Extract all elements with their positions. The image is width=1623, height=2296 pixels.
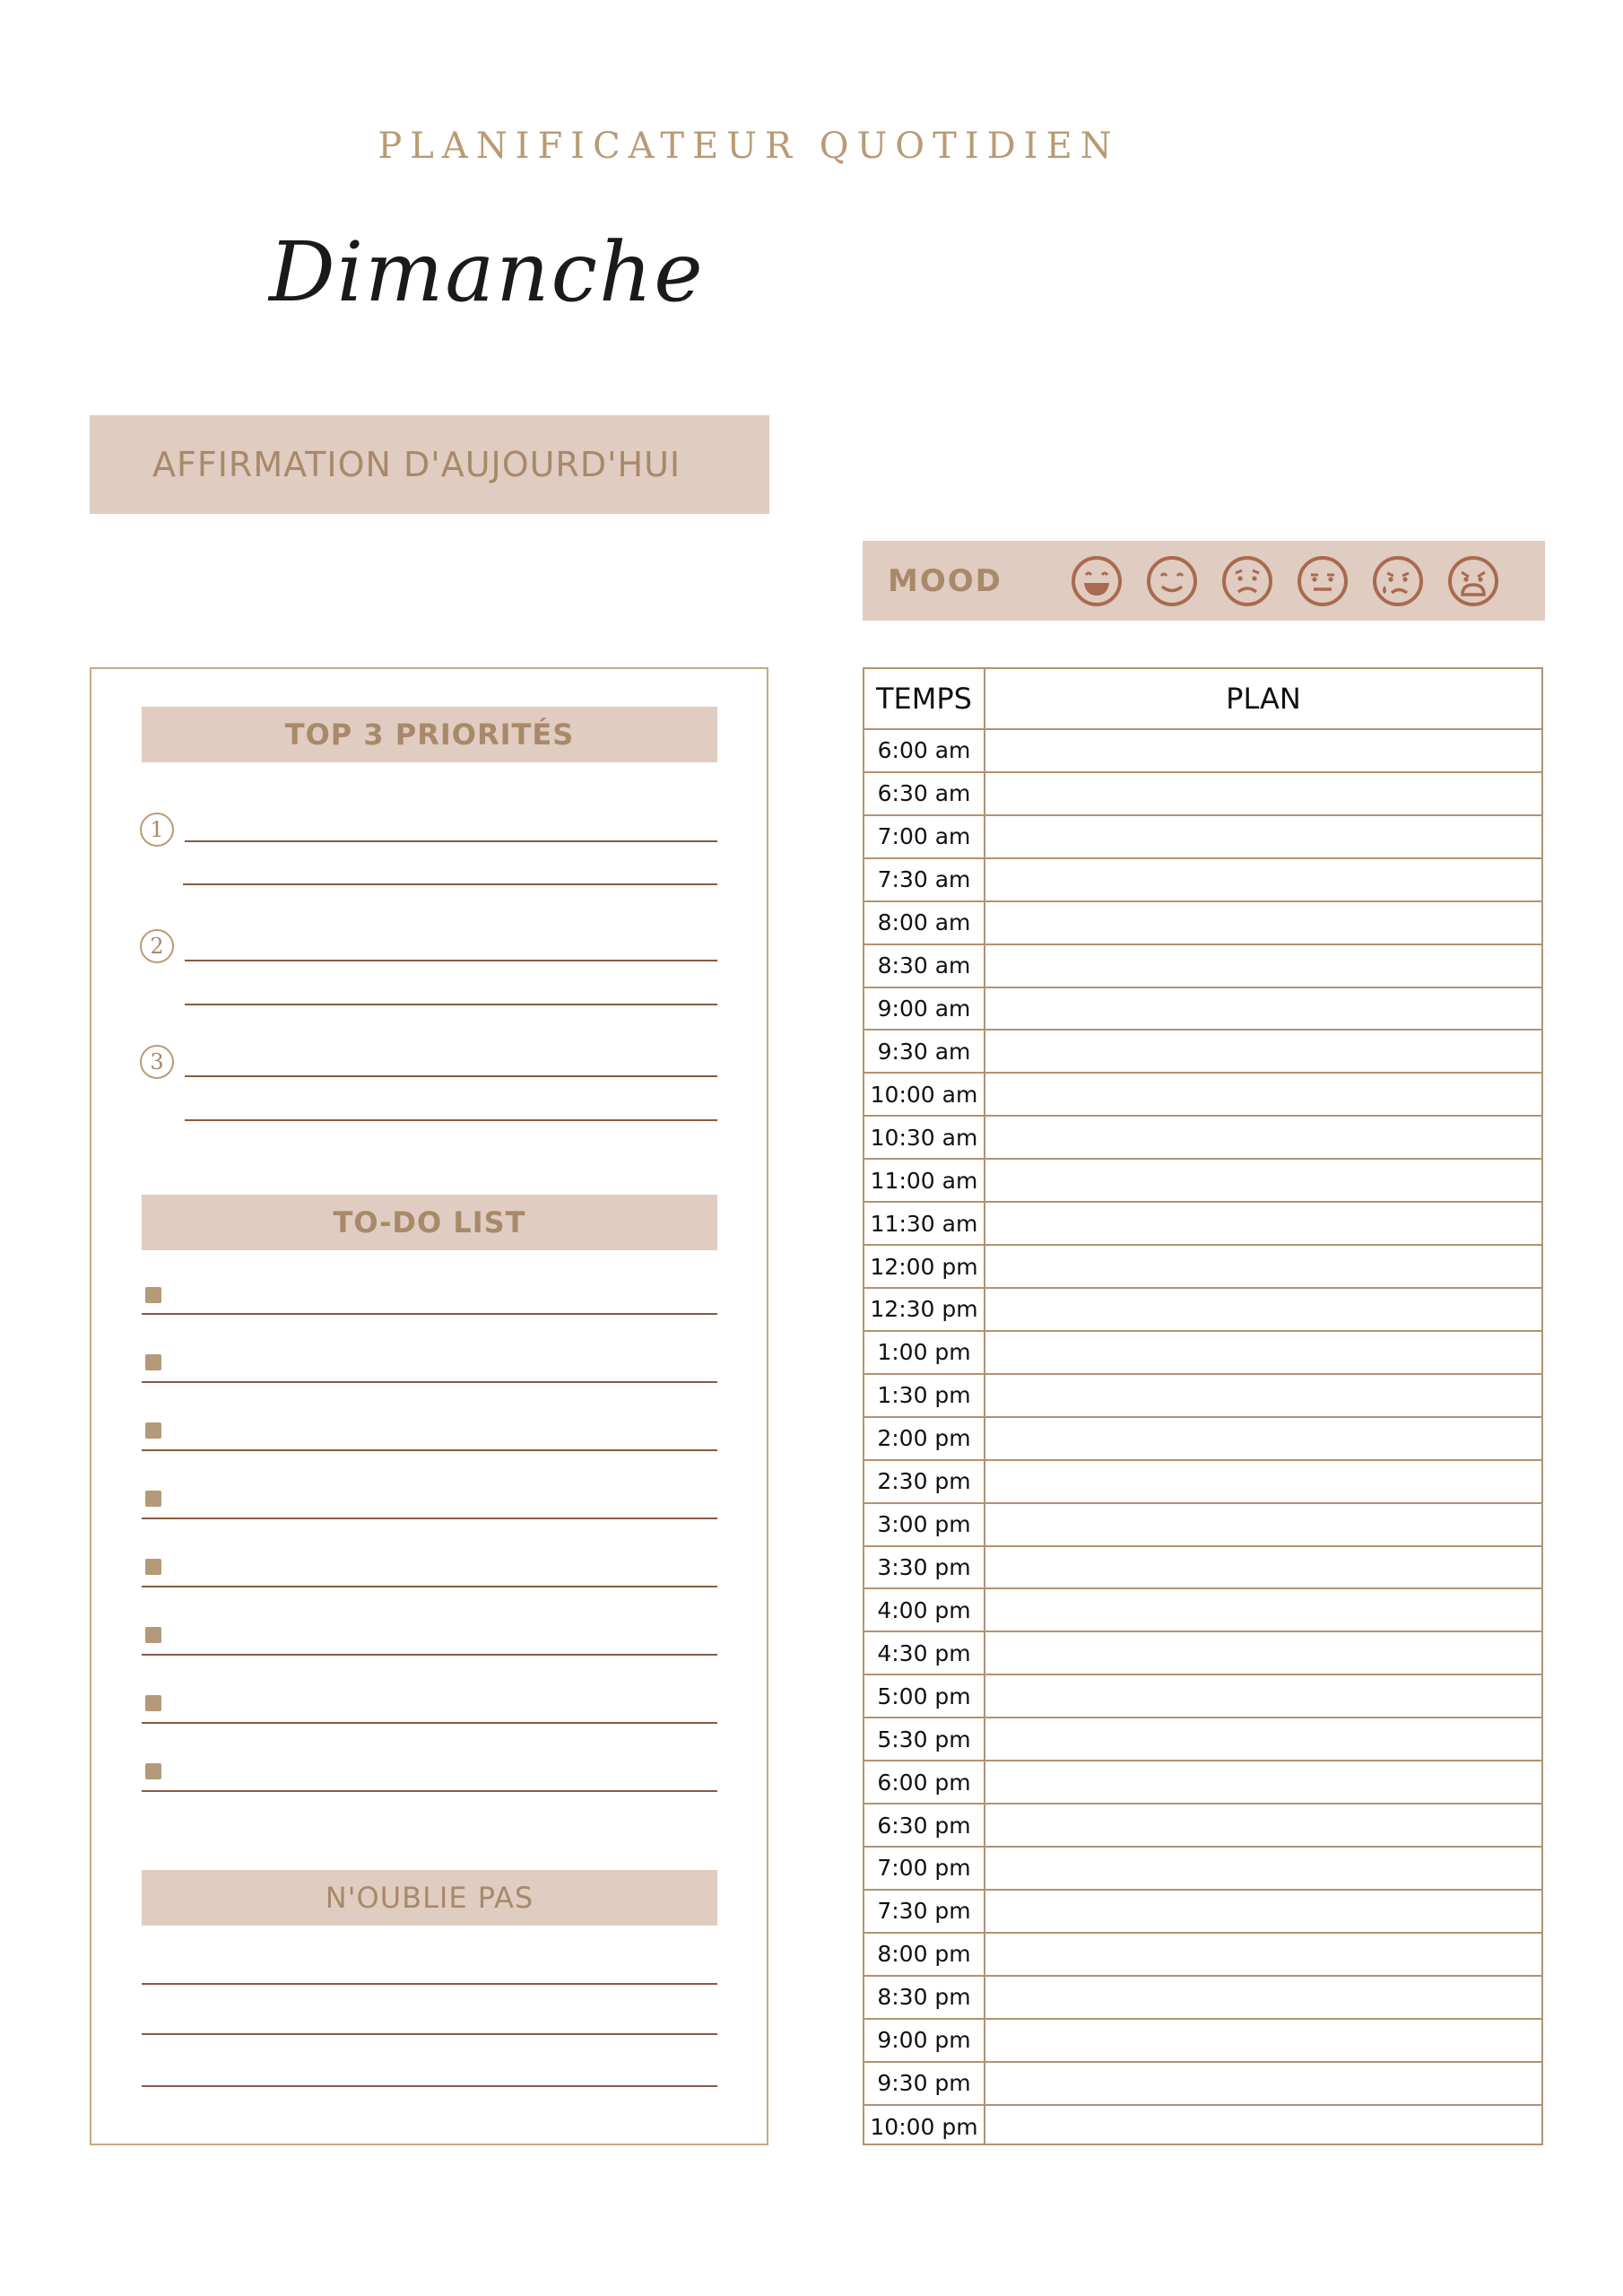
time-slot-label: 12:00 pm (870, 1253, 978, 1280)
schedule-row (864, 1589, 1541, 1632)
mood-label: MOOD (888, 562, 1002, 599)
plan-cell[interactable] (985, 945, 1541, 987)
schedule-row (864, 945, 1541, 988)
plan-cell[interactable] (985, 1718, 1541, 1760)
time-slot-label: 8:30 pm (877, 1984, 971, 2011)
day-name: Dimanche (269, 224, 705, 320)
time-slot-label: 6:30 am (877, 780, 971, 807)
plan-cell[interactable] (985, 859, 1541, 900)
schedule-row (864, 1891, 1541, 1934)
plan-cell[interactable] (985, 2020, 1541, 2061)
time-slot-label: 2:30 pm (877, 1468, 971, 1495)
priority-line[interactable] (185, 1004, 717, 1005)
plan-cell[interactable] (985, 773, 1541, 814)
affirmation-label: AFFIRMATION D'AUJOURD'HUI (152, 445, 681, 484)
plan-cell[interactable] (985, 1117, 1541, 1158)
schedule-row (864, 1718, 1541, 1761)
reminder-line[interactable] (142, 2085, 717, 2087)
plan-cell[interactable] (985, 1332, 1541, 1373)
schedule-row (864, 1375, 1541, 1418)
time-slot-label: 12:30 pm (870, 1296, 978, 1323)
schedule-row (864, 816, 1541, 859)
time-slot-label: 4:00 pm (877, 1596, 971, 1623)
plan-cell[interactable] (985, 1074, 1541, 1115)
time-slot-label: 10:30 am (870, 1124, 978, 1151)
time-slot-label: 11:30 am (870, 1210, 978, 1237)
time-slot-label: 7:30 am (877, 866, 971, 893)
time-slot-label: 5:30 pm (877, 1726, 971, 1752)
plan-cell[interactable] (985, 730, 1541, 771)
plan-cell[interactable] (985, 1761, 1541, 1803)
frowning-face-icon[interactable] (1219, 553, 1275, 609)
schedule-row (864, 1117, 1541, 1160)
reminder-title: N'OUBLIE PAS (325, 1881, 534, 1915)
priority-line[interactable] (185, 840, 717, 842)
schedule-row (864, 1074, 1541, 1117)
time-slot-label: 8:30 am (877, 952, 971, 979)
time-slot-label: 6:30 pm (877, 1812, 971, 1839)
time-slot-label: 8:00 pm (877, 1941, 971, 1968)
todo-header (142, 1195, 717, 1250)
time-slot-label: 9:30 am (877, 1038, 971, 1065)
plan-cell[interactable] (985, 1160, 1541, 1201)
time-slot-label: 7:00 pm (877, 1855, 971, 1882)
schedule-rows (864, 730, 1541, 2148)
priority-line[interactable] (185, 960, 717, 961)
priorities-title: TOP 3 PRIORITÉS (284, 718, 575, 752)
time-slot-label: 2:00 pm (877, 1425, 971, 1452)
schedule-row (864, 2020, 1541, 2063)
todo-line[interactable] (142, 1449, 717, 1451)
plan-cell[interactable] (985, 1375, 1541, 1416)
schedule-row (864, 1848, 1541, 1891)
schedule-row (864, 902, 1541, 945)
todo-checkbox[interactable] (145, 1763, 161, 1779)
plan-cell[interactable] (985, 1547, 1541, 1588)
plan-cell[interactable] (985, 1675, 1541, 1717)
schedule-row (864, 2106, 1541, 2149)
todo-checkbox[interactable] (145, 1491, 161, 1507)
schedule-row (864, 1547, 1541, 1590)
priority-number-2: 2 (140, 929, 174, 963)
schedule-row (864, 1504, 1541, 1547)
reminder-line[interactable] (142, 1983, 717, 1985)
todo-line[interactable] (142, 1722, 717, 1724)
todo-line[interactable] (142, 1586, 717, 1587)
plan-cell[interactable] (985, 1589, 1541, 1631)
schedule-row (864, 1977, 1541, 2020)
mood-faces (1069, 553, 1501, 609)
schedule-row (864, 1934, 1541, 1977)
plan-cell[interactable] (985, 1805, 1541, 1846)
time-slot-label: 7:00 am (877, 823, 971, 850)
schedule-row (864, 1203, 1541, 1246)
schedule-row (864, 1418, 1541, 1461)
time-slot-label: 10:00 pm (870, 2113, 978, 2140)
plan-cell[interactable] (985, 2063, 1541, 2104)
schedule-table (863, 667, 1543, 2145)
time-slot-label: 1:30 pm (877, 1382, 971, 1409)
plan-cell[interactable] (985, 1632, 1541, 1674)
time-slot-label: 5:00 pm (877, 1683, 971, 1709)
schedule-header (864, 669, 1541, 730)
time-slot-label: 6:00 am (877, 737, 971, 764)
neutral-face-icon[interactable] (1295, 553, 1350, 609)
priority-number-1: 1 (140, 813, 174, 847)
schedule-row (864, 1160, 1541, 1203)
priority-line[interactable] (185, 1119, 717, 1121)
priority-line[interactable] (183, 883, 717, 885)
column-header-plan: PLAN (1226, 682, 1301, 716)
priority-number-3: 3 (140, 1045, 174, 1079)
schedule-row (864, 773, 1541, 816)
affirmation-header (90, 415, 769, 514)
todo-line[interactable] (142, 1313, 717, 1315)
schedule-row (864, 1461, 1541, 1504)
schedule-row (864, 2063, 1541, 2106)
schedule-row (864, 730, 1541, 773)
todo-checkbox[interactable] (145, 1287, 161, 1303)
plan-cell[interactable] (985, 902, 1541, 944)
plan-cell[interactable] (985, 1461, 1541, 1502)
time-slot-label: 6:00 pm (877, 1769, 971, 1796)
todo-line[interactable] (142, 1518, 717, 1519)
smiling-face-icon[interactable] (1144, 553, 1200, 609)
time-slot-label: 8:00 am (877, 909, 971, 936)
mood-bar (863, 541, 1545, 621)
plan-cell[interactable] (985, 2106, 1541, 2149)
time-slot-label: 11:00 am (870, 1167, 978, 1194)
plan-cell[interactable] (985, 1031, 1541, 1072)
reminder-header (142, 1870, 717, 1926)
grinning-face-icon[interactable] (1069, 553, 1124, 609)
plan-cell[interactable] (985, 816, 1541, 857)
plan-cell[interactable] (985, 1289, 1541, 1330)
schedule-row (864, 1632, 1541, 1675)
priorities-header (142, 707, 717, 762)
left-panel (90, 667, 768, 2145)
schedule-row (864, 1332, 1541, 1375)
time-slot-label: 4:30 pm (877, 1639, 971, 1666)
time-slot-label: 9:30 pm (877, 2070, 971, 2097)
crying-face-icon[interactable] (1370, 553, 1426, 609)
todo-line[interactable] (142, 1381, 717, 1383)
column-header-time: TEMPS (876, 682, 972, 716)
plan-cell[interactable] (985, 1504, 1541, 1545)
schedule-row (864, 1761, 1541, 1805)
todo-checkbox[interactable] (145, 1627, 161, 1643)
todo-line[interactable] (142, 1790, 717, 1792)
plan-cell[interactable] (985, 1977, 1541, 2018)
time-slot-label: 3:00 pm (877, 1511, 971, 1538)
todo-checkbox[interactable] (145, 1354, 161, 1370)
plan-cell[interactable] (985, 1848, 1541, 1889)
reminder-line[interactable] (142, 2033, 717, 2035)
time-slot-label: 1:00 pm (877, 1339, 971, 1366)
page-title: PLANIFICATEUR QUOTIDIEN (378, 126, 1120, 167)
time-slot-label: 3:30 pm (877, 1553, 971, 1580)
time-slot-label: 9:00 am (877, 995, 971, 1022)
todo-title: TO-DO LIST (333, 1205, 526, 1239)
schedule-row (864, 1031, 1541, 1074)
plan-cell[interactable] (985, 1203, 1541, 1244)
schedule-row (864, 1675, 1541, 1718)
plan-cell[interactable] (985, 1418, 1541, 1459)
plan-cell[interactable] (985, 988, 1541, 1030)
schedule-row (864, 859, 1541, 902)
schedule-row (864, 1289, 1541, 1332)
time-slot-label: 10:00 am (870, 1081, 978, 1108)
schedule-row (864, 988, 1541, 1031)
time-slot-label: 9:00 pm (877, 2027, 971, 2054)
todo-checkbox[interactable] (145, 1422, 161, 1439)
time-slot-label: 7:30 pm (877, 1898, 971, 1925)
todo-line[interactable] (142, 1654, 717, 1656)
plan-cell[interactable] (985, 1934, 1541, 1975)
plan-cell[interactable] (985, 1891, 1541, 1932)
schedule-row (864, 1805, 1541, 1848)
todo-checkbox[interactable] (145, 1559, 161, 1575)
schedule-row (864, 1246, 1541, 1289)
angry-face-icon[interactable] (1445, 553, 1501, 609)
todo-checkbox[interactable] (145, 1695, 161, 1711)
priority-line[interactable] (185, 1075, 717, 1077)
plan-cell[interactable] (985, 1246, 1541, 1287)
